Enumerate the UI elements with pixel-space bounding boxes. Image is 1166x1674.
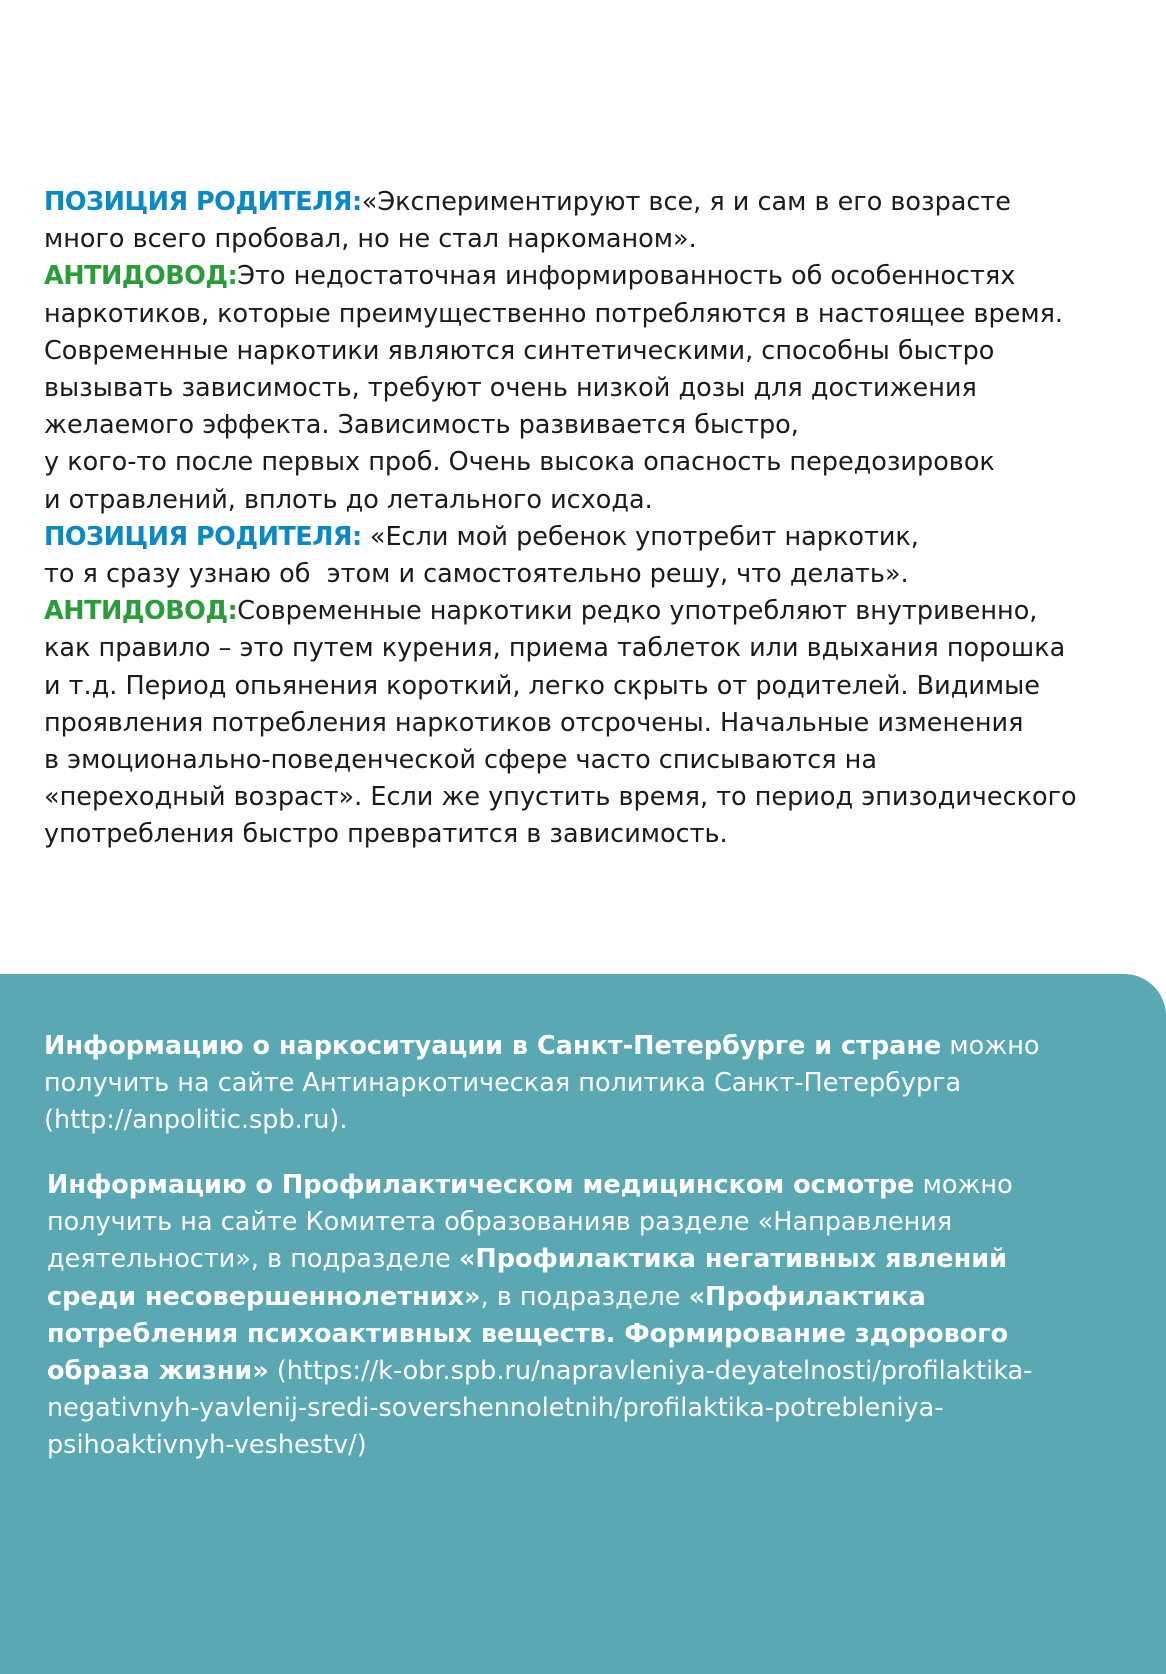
- counterargument-label: АНТИДОВОД:: [44, 596, 238, 627]
- parent-position-2: ПОЗИЦИЯ РОДИТЕЛЯ: «Если мой ребенок употребит наркотик, то я сразу узнаю об этом и самостоятельно решу, что делать».: [44, 521, 919, 590]
- counterargument-2: АНТИДОВОД:Современные наркотики редко употребляют внутривенно, как правило – это путем курения, приема таблеток или вдыхания порошка и т.д. Период опьянения короткий, легко скрыть от родителей. Видимые проявления потребления наркотиков отсрочены. Начальные изменения в эмоционально-поведенческой сфере часто списываются на «переходный возраст». Если же упустить время, то период эпизодического употребления быстро превратится в зависимость.: [44, 596, 1077, 850]
- k-obr-link-cont[interactable]: negativnyh-yavlenij-sredi-sovershennoletnih/profilaktika-potrebleniya-: [47, 1393, 944, 1424]
- info-medical-exam: Информацию о Профилактическом медицинском осмотре можно получить на сайте Комитета образованияв разделе «Направления деятельности», в подразделе «Профилактика негативных явлений среди несовершеннолетних», в подразделе «Профилактика потребления психоактивных веществ. Формирование здорового образа жизни» (https://k-obr.spb.ru/napravleniya-deyatelnosti/profilaktika- negativnyh-yavlenij-sredi-sovershennoletnih/profilaktika-potrebleniya- psihoaktivnyh-veshestv/): [47, 1167, 1147, 1465]
- counterargument-label: АНТИДОВОД:: [44, 261, 238, 292]
- parent-position-1: ПОЗИЦИЯ РОДИТЕЛЯ:«Экспериментируют все, я и сам в его возрасте много всего пробовал, но не стал наркоманом».: [44, 187, 1011, 255]
- k-obr-link-end[interactable]: psihoaktivnyh-veshestv/): [47, 1430, 367, 1461]
- argument-section: [44, 184, 1144, 854]
- info-drug-situation: Информацию о наркоситуации в Санкт-Петербурге и стране можно получить на сайте Антинаркотическая политика Санкт-Петербурга (http://anpolitic.spb.ru).: [44, 1028, 1144, 1140]
- parent-position-label: ПОЗИЦИЯ РОДИТЕЛЯ:: [44, 521, 362, 552]
- parent-position-label: ПОЗИЦИЯ РОДИТЕЛЯ:: [44, 187, 362, 217]
- anpolitic-link[interactable]: (http://anpolitic.spb.ru).: [44, 1105, 348, 1136]
- k-obr-link[interactable]: (https://k-obr.spb.ru/napravleniya-deyatelnosti/profilaktika-: [268, 1356, 1033, 1387]
- counterargument-1: АНТИДОВОД:Это недостаточная информированность об особенностях наркотиков, которые преимущественно потребляются в настоящее время. Современные наркотики являются синтетическими, способны быстро вызывать зависимость, требуют очень низкой дозы для достижения желаемого эффекта. Зависимость развивается быстро, у кого-то после первых проб. Очень высока опасность передозировок и отравлений, вплоть до летального исхода.: [44, 261, 1064, 515]
